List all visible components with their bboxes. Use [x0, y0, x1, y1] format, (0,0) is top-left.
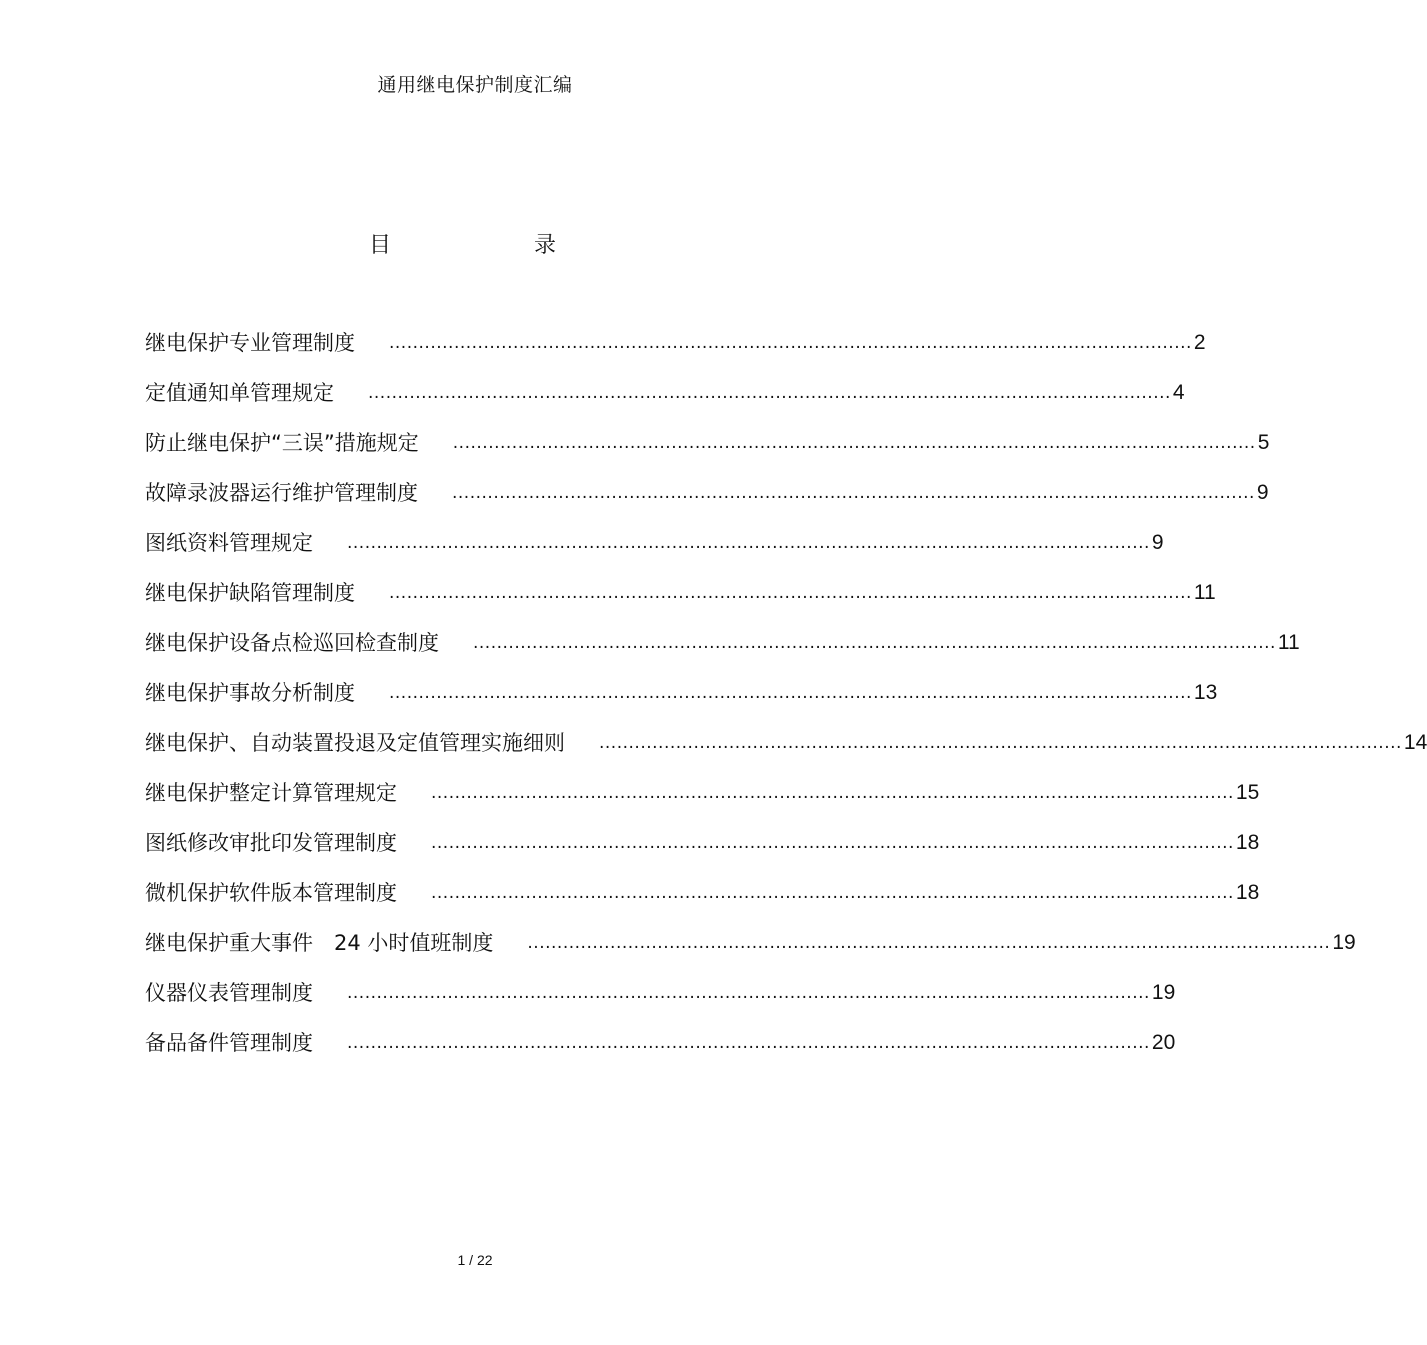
toc-leader-dots: ........................................................................................................................................ — [368, 383, 1171, 403]
toc-entry-page: 18 — [1235, 881, 1260, 904]
toc-entry[interactable] — [145, 330, 1206, 380]
toc-entry[interactable] — [145, 830, 1260, 880]
toc-entry-label: 故障录波器运行维护管理制度 — [145, 481, 418, 505]
toc-entry-label: 防止继电保护“三误”措施规定 — [145, 431, 419, 455]
toc-leader-dots: ........................................................................................................................................ — [473, 633, 1276, 653]
toc-entry-page: 11 — [1193, 581, 1216, 604]
toc-leader-dots: ........................................................................................................................................ — [431, 783, 1234, 803]
toc-heading-char-1: 目 — [369, 233, 392, 258]
toc-heading — [0, 228, 950, 258]
toc-leader-dots: ........................................................................................................................................ — [527, 933, 1331, 953]
toc-entry-label: 继电保护事故分析制度 — [145, 681, 355, 705]
toc-leader-dots: ........................................................................................................................................ — [347, 1033, 1150, 1053]
toc-entry-label: 继电保护缺陷管理制度 — [145, 581, 355, 605]
table-of-contents — [145, 330, 1427, 1080]
toc-entry-page: 11 — [1277, 631, 1300, 654]
toc-entry[interactable] — [145, 430, 1270, 480]
page-indicator: 1 / 22 — [457, 1252, 493, 1268]
toc-entry-label: 微机保护软件版本管理制度 — [145, 881, 397, 905]
toc-entry-label: 定值通知单管理规定 — [145, 381, 334, 405]
toc-leader-dots: ........................................................................................................................................ — [431, 883, 1234, 903]
toc-entry-page: 9 — [1256, 481, 1269, 504]
toc-entry[interactable] — [145, 880, 1260, 930]
toc-entry[interactable] — [145, 580, 1216, 630]
toc-leader-dots: ........................................................................................................................................ — [389, 333, 1192, 353]
toc-entry-page: 18 — [1235, 831, 1260, 854]
toc-leader-dots: ........................................................................................................................................ — [347, 983, 1150, 1003]
toc-entry-page: 5 — [1257, 431, 1270, 454]
toc-entry-page: 19 — [1332, 931, 1356, 954]
toc-entry-page: 20 — [1151, 1031, 1176, 1054]
toc-heading-char-2: 录 — [534, 233, 557, 258]
toc-entry[interactable] — [145, 530, 1164, 580]
toc-leader-dots: ........................................................................................................................................ — [452, 433, 1256, 453]
toc-entry-label: 继电保护整定计算管理规定 — [145, 781, 397, 805]
toc-leader-dots: ........................................................................................................................................ — [389, 683, 1192, 703]
toc-entry[interactable] — [145, 1030, 1176, 1080]
toc-entry-label: 继电保护设备点检巡回检查制度 — [145, 631, 439, 655]
toc-entry[interactable] — [145, 630, 1300, 680]
toc-leader-dots: ........................................................................................................................................ — [599, 733, 1402, 753]
toc-entry-page: 4 — [1172, 381, 1185, 404]
toc-entry-label: 仪器仪表管理制度 — [145, 981, 313, 1005]
document-header: 通用继电保护制度汇编 — [377, 74, 573, 96]
toc-entry-page: 15 — [1235, 781, 1260, 804]
toc-leader-dots: ........................................................................................................................................ — [389, 583, 1192, 603]
toc-entry[interactable] — [145, 980, 1176, 1030]
toc-leader-dots: ........................................................................................................................................ — [452, 483, 1255, 503]
toc-entry[interactable] — [145, 930, 1356, 980]
toc-entry-label: 继电保护重大事件 24 小时值班制度 — [145, 931, 494, 955]
toc-entry-page: 2 — [1193, 331, 1206, 354]
toc-leader-dots: ........................................................................................................................................ — [347, 533, 1150, 553]
toc-entry-page: 14 — [1403, 731, 1427, 754]
toc-entry[interactable] — [145, 730, 1427, 780]
toc-entry[interactable] — [145, 780, 1260, 830]
toc-entry-label: 备品备件管理制度 — [145, 1031, 313, 1055]
toc-entry-page: 13 — [1193, 681, 1218, 704]
toc-entry-label: 继电保护专业管理制度 — [145, 331, 355, 355]
toc-entry-page: 9 — [1151, 531, 1164, 554]
toc-entry-label: 图纸资料管理规定 — [145, 531, 313, 555]
toc-entry[interactable] — [145, 380, 1185, 430]
toc-entry[interactable] — [145, 480, 1269, 530]
toc-entry-label: 继电保护、自动装置投退及定值管理实施细则 — [145, 731, 565, 755]
toc-entry-label: 图纸修改审批印发管理制度 — [145, 831, 397, 855]
toc-entry-page: 19 — [1151, 981, 1176, 1004]
toc-leader-dots: ........................................................................................................................................ — [431, 833, 1234, 853]
toc-entry[interactable] — [145, 680, 1218, 730]
